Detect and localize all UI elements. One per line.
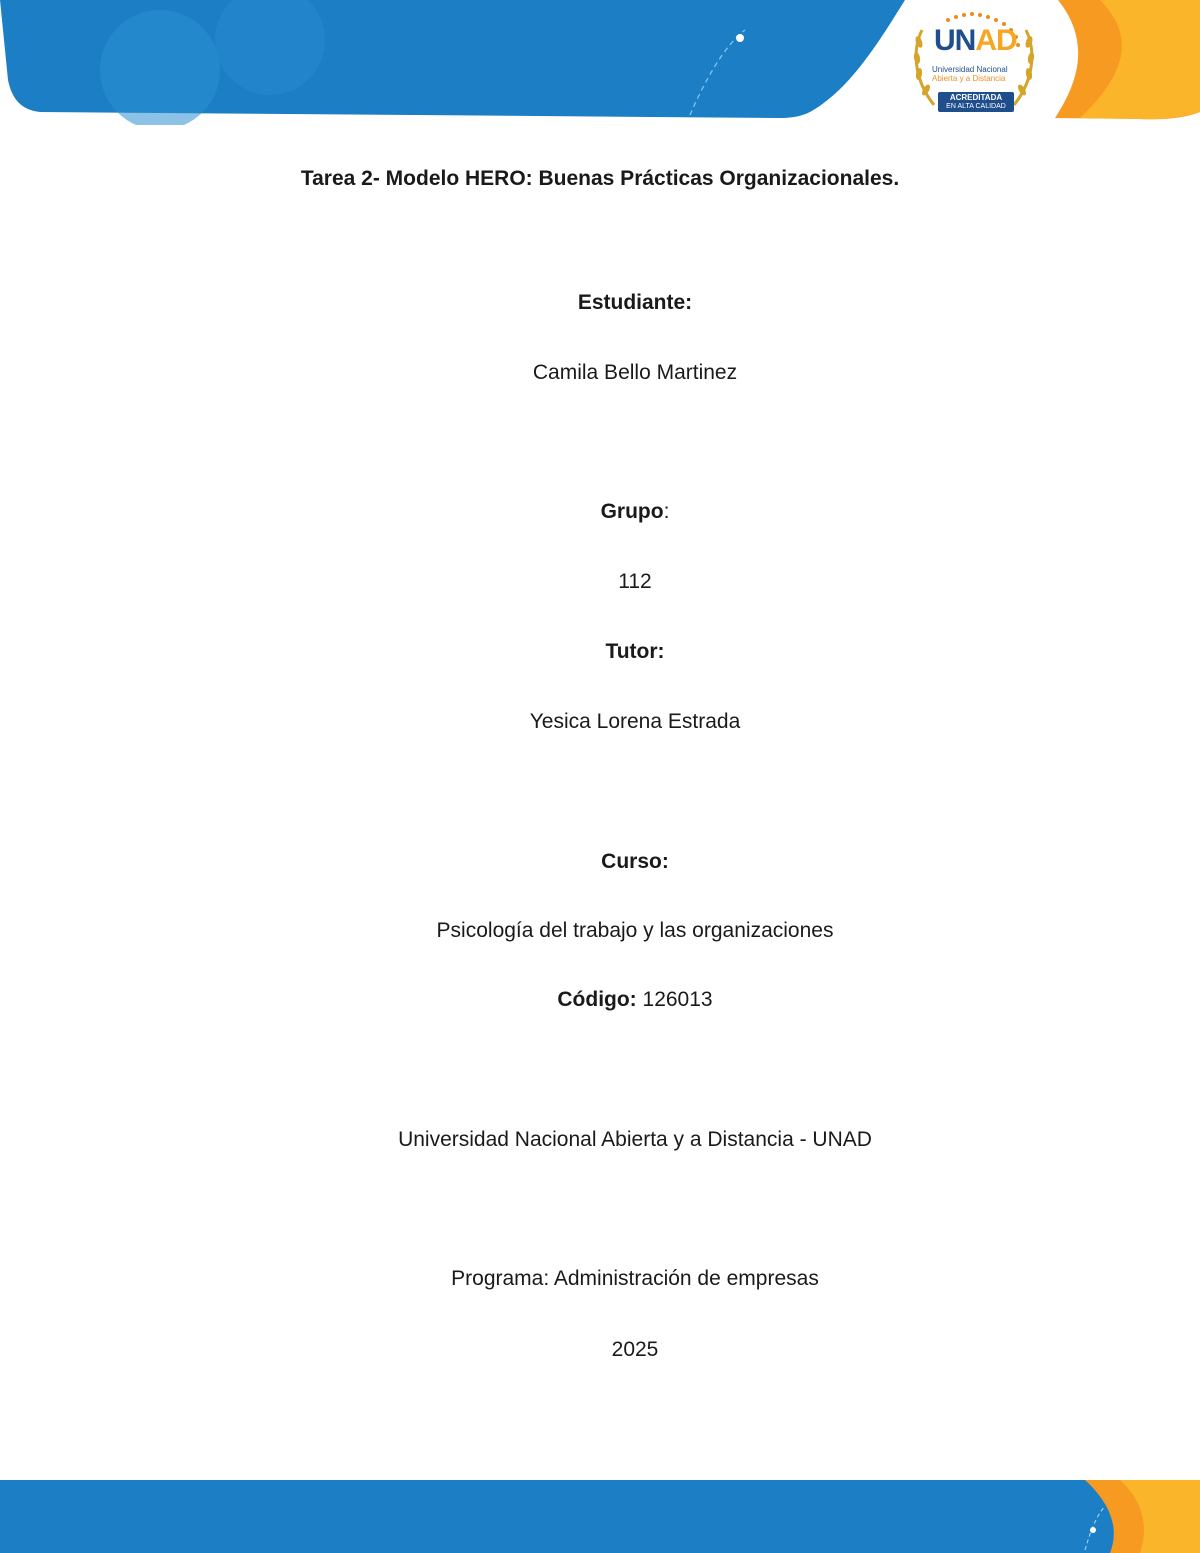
- unad-logo: [908, 10, 1040, 116]
- badge-line2: EN ALTA CALIDAD: [946, 103, 1006, 110]
- code-line: [0, 987, 1200, 1013]
- accreditation-badge: [938, 92, 1014, 112]
- student-name: Camila Bello Martinez: [532, 361, 738, 384]
- logo-ad: AD: [975, 24, 1017, 57]
- badge-line1: ACREDITADA: [949, 93, 1003, 102]
- program-line: Programa: Administración de empresas: [451, 1267, 819, 1290]
- tutor-label: Tutor:: [605, 640, 665, 663]
- tutor-name: Yesica Lorena Estrada: [529, 710, 741, 733]
- code-value: 126013: [636, 988, 713, 1011]
- logo-n: N: [954, 24, 976, 57]
- document-title: Tarea 2- Modelo HERO: Buenas Prácticas Organizacionales.: [300, 167, 900, 190]
- footer-banner: [0, 1478, 1200, 1553]
- group-separator: :: [663, 500, 670, 523]
- year: 2025: [611, 1338, 659, 1361]
- logo-u: U: [934, 24, 955, 57]
- group-line: [0, 499, 1200, 525]
- course-name: Psicología del trabajo y las organizaciones: [436, 919, 834, 942]
- group-label: Grupo: [600, 500, 664, 523]
- course-label: Curso:: [601, 850, 669, 873]
- logo-subtitle-line1: Universidad Nacional: [932, 65, 1008, 74]
- student-label: Estudiante:: [577, 291, 693, 314]
- logo-subtitle: [932, 65, 1022, 83]
- group-value: 112: [618, 570, 652, 593]
- logo-subtitle-line2: Abierta y a Distancia: [932, 74, 1006, 83]
- code-label: Código:: [557, 988, 637, 1011]
- university-name: Universidad Nacional Abierta y a Distancia - UNAD: [398, 1128, 872, 1151]
